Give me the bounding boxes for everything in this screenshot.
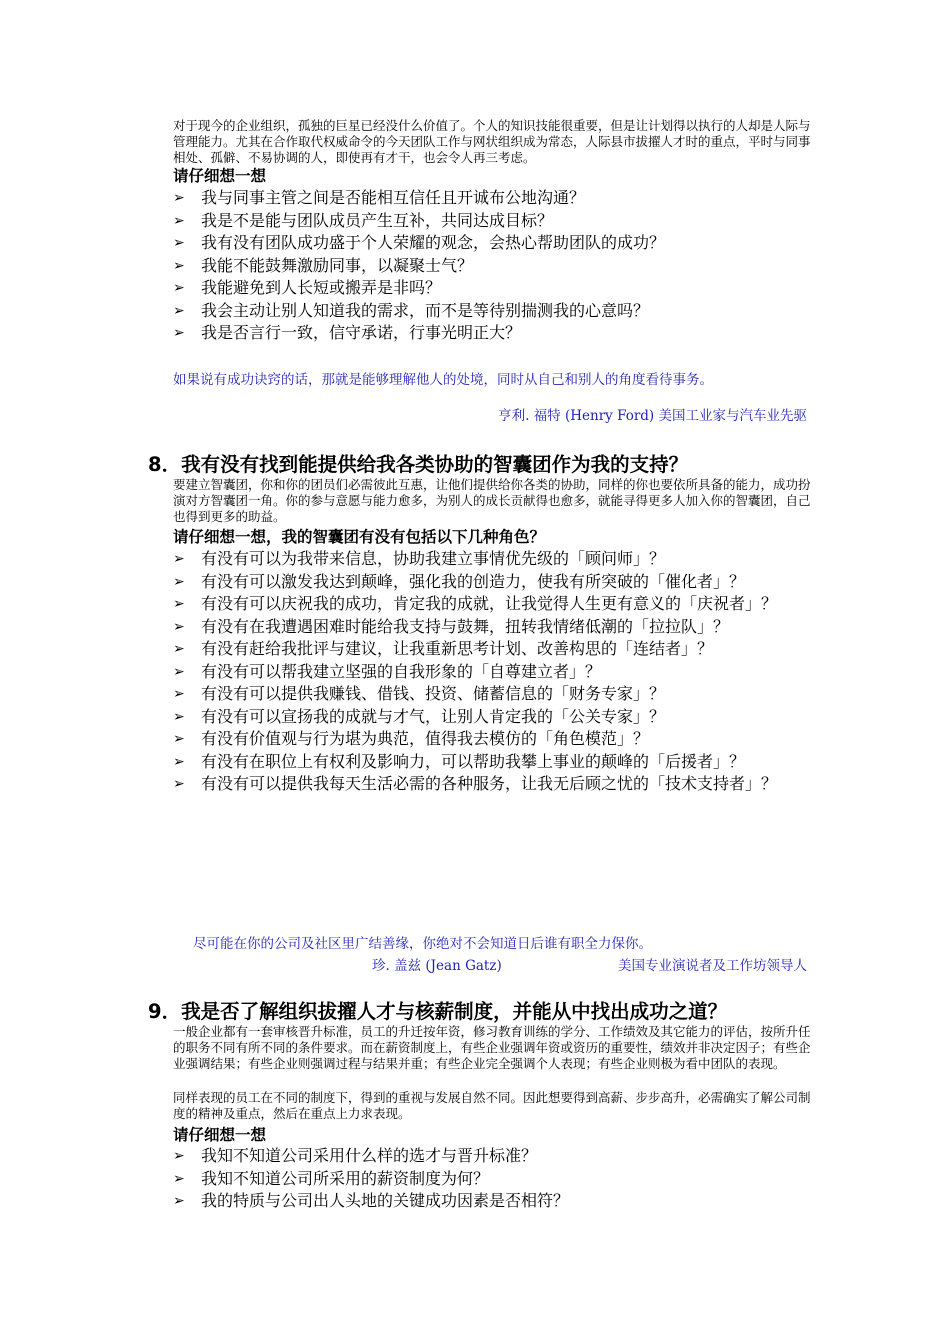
arrow-bullet-icon: ➢ [173,776,185,792]
sec7-attribution: 亨利. 福特 (Henry Ford) 美国工业家与汽车业先驱 [498,408,807,424]
sec8-attribution-title: 美国专业演说者及工作坊领导人 [618,958,807,974]
sec9-intro-1: 一般企业都有一套审核晋升标准，员工的升迁按年资，修习教育训练的学分、工作绩效及其它能力的评估，按所升任的职务不同有所不同的条件要求。而在薪资制度上，有些企业强调年资或资历的重要性，绩效并非决定因子；有些企业强调结果；有些企业则强调过程与结果并重；有些企业完全强调个人表现；有些企业则极为看中团队的表现。 [173,1024,811,1071]
list-item: ➢ 我知不知道公司采用什么样的选才与晋升标准？ [173,1145,813,1168]
list-item: ➢ 有没有可以激发我达到颠峰，强化我的创造力，使我有所突破的「催化者」？ [173,571,801,594]
list-item: ➢ 有没有可以帮我建立坚强的自我形象的「自尊建立者」？ [173,661,801,684]
list-item: ➢ 有没有赶给我批评与建议，让我重新思考计划、改善构思的「连结者」？ [173,638,801,661]
arrow-bullet-icon: ➢ [173,663,185,680]
arrow-bullet-icon: ➢ [173,641,185,657]
arrow-bullet-icon: ➢ [173,551,185,567]
list-item: ➢ 有没有可以为我带来信息，协助我建立事情优先级的「顾问师」？ [173,548,801,571]
arrow-bullet-icon: ➢ [173,1193,185,1209]
arrow-bullet-icon: ➢ [173,686,185,702]
arrow-bullet-icon: ➢ [173,731,185,747]
sec7-intro: 对于现今的企业组织，孤独的巨星已经没什么价值了。个人的知识技能很重要，但是让计划得以执行的人却是人际与管理能力。尤其在合作取代权威命令的今天团队工作与网状组织成为常态，人际县市拔擢人才时的重点，平时与同事相处、孤僻、不易协调的人，即使再有才干，也会令人再三考虑。 [173,118,811,165]
arrow-bullet-icon: ➢ [173,573,185,590]
sec9-question-list [173,1145,813,1213]
sec9-intro-2: 同样表现的员工在不同的制度下，得到的重视与发展自然不同。因此想要得到高薪、步步高升，必需确实了解公司制度的精神及重点，然后在重点上力求表现。 [173,1090,811,1121]
arrow-bullet-icon: ➢ [173,708,185,725]
sec7-quote: 如果说有成功诀窍的话，那就是能够理解他人的处境，同时从自己和别人的角度看待事务。 [173,372,713,388]
sec8-role-list [173,548,801,796]
arrow-bullet-icon: ➢ [173,325,185,341]
list-item: ➢ 我知不知道公司所采用的薪资制度为何？ [173,1168,813,1191]
sec8-heading: 8．我有没有找到能提供给我各类协助的智囊团作为我的支持？ [148,453,689,476]
sec7-subheading: 请仔细想一想 [173,167,267,185]
arrow-bullet-icon: ➢ [173,753,185,770]
arrow-bullet-icon: ➢ [173,190,185,206]
arrow-bullet-icon: ➢ [173,1170,185,1187]
arrow-bullet-icon: ➢ [173,618,185,635]
list-item: ➢ 我是否言行一致，信守承诺，行事光明正大？ [173,322,813,345]
list-item: ➢ 有没有可以提供我每天生活必需的各种服务，让我无后顾之忧的「技术支持者」？ [173,773,801,796]
arrow-bullet-icon: ➢ [173,257,185,274]
sec8-quote: 尽可能在你的公司及社区里广结善缘，你绝对不会知道日后谁有职全力保你。 [193,936,652,952]
arrow-bullet-icon: ➢ [173,1148,185,1164]
list-item: ➢ 有没有在我遭遇困难时能给我支持与鼓舞，扭转我情绪低潮的「拉拉队」？ [173,616,801,639]
list-item: ➢ 我是不是能与团队成员产生互补，共同达成目标？ [173,210,813,233]
list-item: ➢ 有没有在职位上有权利及影响力，可以帮助我攀上事业的颠峰的「后援者」？ [173,751,801,774]
arrow-bullet-icon: ➢ [173,596,185,612]
list-item: ➢ 有没有可以提供我赚钱、借钱、投资、储蓄信息的「财务专家」？ [173,683,801,706]
arrow-bullet-icon: ➢ [173,302,185,319]
list-item: ➢ 我与同事主管之间是否能相互信任且开诚布公地沟通？ [173,187,813,210]
sec8-attribution-name: 珍. 盖兹 (Jean Gatz) [372,958,502,974]
list-item: ➢ 我的特质与公司出人头地的关键成功因素是否相符？ [173,1190,813,1213]
sec7-question-list [173,187,813,345]
sec8-subheading: 请仔细想一想，我的智囊团有没有包括以下几种角色？ [173,528,546,546]
list-item: ➢ 有没有可以宣扬我的成就与才气，让别人肯定我的「公关专家」？ [173,706,801,729]
arrow-bullet-icon: ➢ [173,212,185,229]
arrow-bullet-icon: ➢ [173,280,185,296]
list-item: ➢ 有没有价值观与行为堪为典范，值得我去模仿的「角色模范」？ [173,728,801,751]
list-item: ➢ 我会主动让别人知道我的需求，而不是等待别揣测我的心意吗？ [173,300,813,323]
list-item: ➢ 有没有可以庆祝我的成功，肯定我的成就，让我觉得人生更有意义的「庆祝者」？ [173,593,801,616]
arrow-bullet-icon: ➢ [173,235,185,251]
list-item: ➢ 我有没有团队成功盛于个人荣耀的观念，会热心帮助团队的成功？ [173,232,813,255]
list-item: ➢ 我能不能鼓舞激励同事，以凝聚士气？ [173,255,813,278]
sec9-subheading: 请仔细想一想 [173,1126,267,1144]
list-item: ➢ 我能避免到人长短或搬弄是非吗？ [173,277,813,300]
sec8-intro: 要建立智囊团，你和你的团员们必需彼此互惠，让他们提供给你各类的协助，同样的你也要依所具备的能力，成功扮演对方智囊团一角。你的参与意愿与能力愈多，为别人的成长贡献得也愈多，就能寻得更多人加入你的智囊团，自己也得到更多的助益。 [173,477,811,524]
sec9-heading: 9．我是否了解组织拔擢人才与核薪制度，并能从中找出成功之道？ [148,1000,728,1023]
